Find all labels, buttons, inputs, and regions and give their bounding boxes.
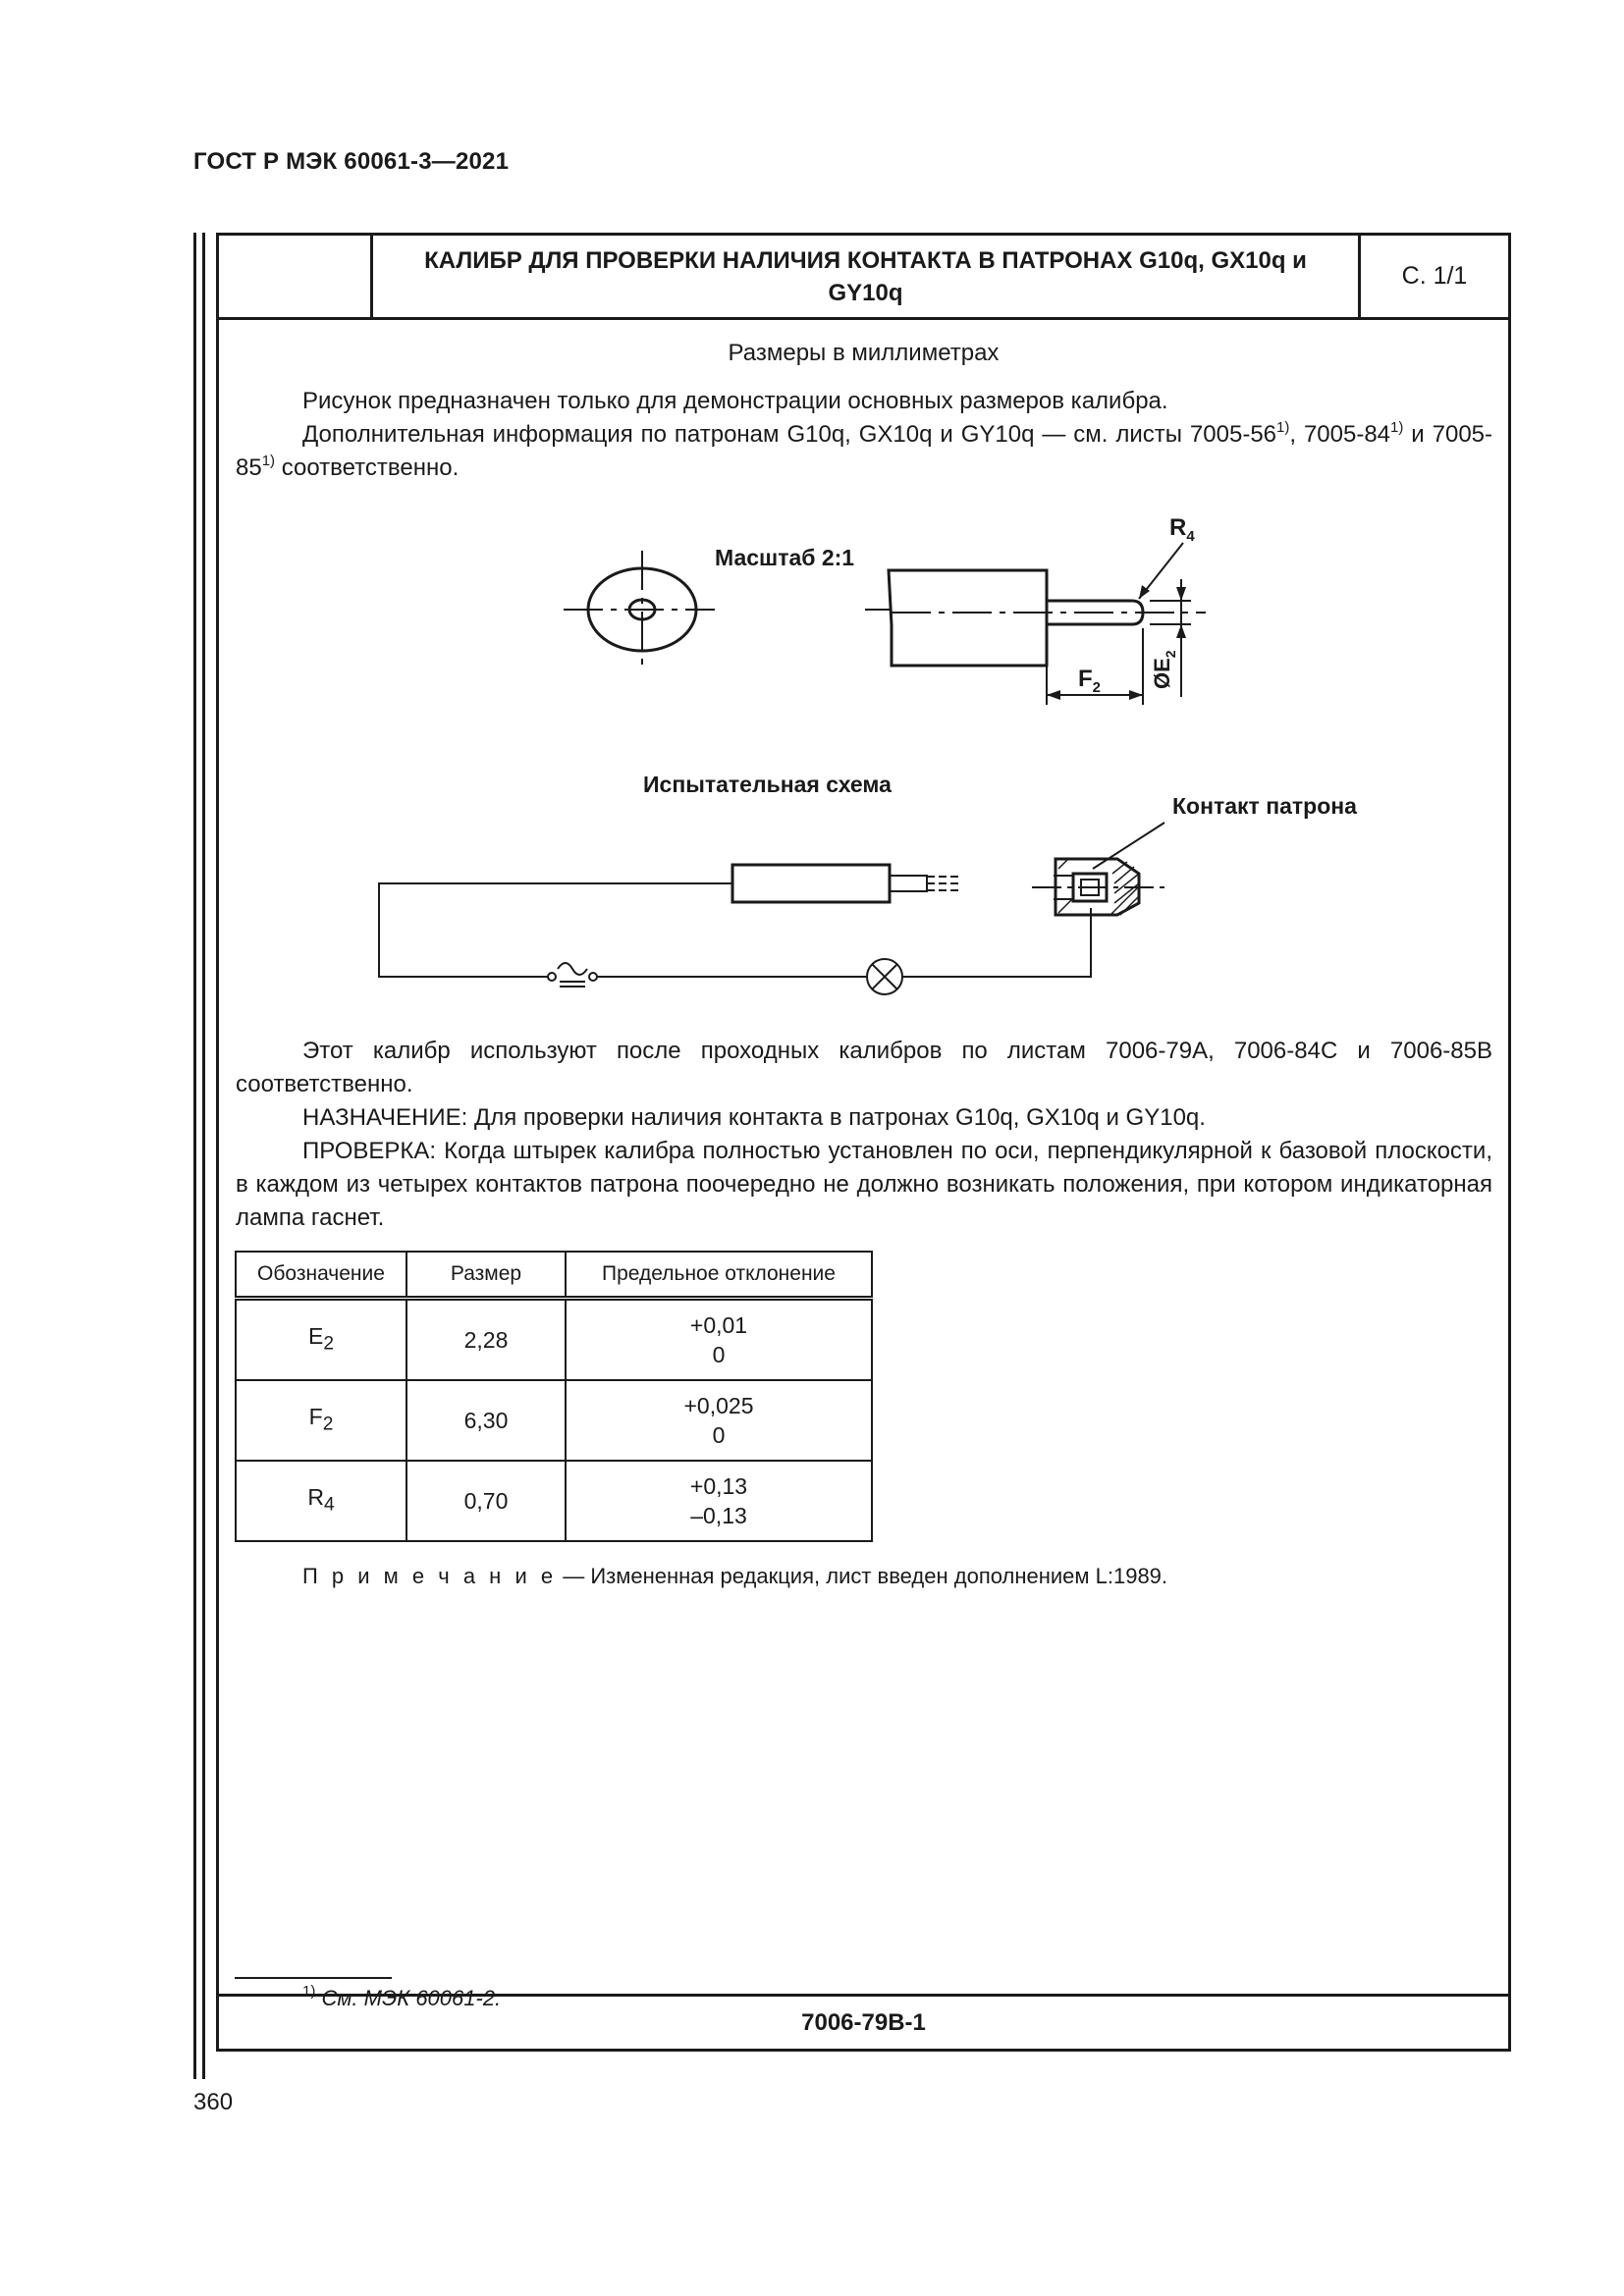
footnote-ref: 1) bbox=[261, 453, 276, 469]
dimensions-table bbox=[235, 1251, 873, 1542]
intro-paragraph: Рисунок предназначен только для демонстрации основных размеров калибра. Дополнительная информация по патронам G10q, GX10q и GY10q — см. листы 7005-56$^{1)}$, 7005-84$^{1)}$ и 7005-85$^{1)}$ соответственно. bbox=[236, 388, 1493, 481]
table-row bbox=[236, 1461, 872, 1541]
size-cell: 6,30 bbox=[406, 1380, 566, 1461]
body-text bbox=[236, 1035, 1492, 1235]
sheet-page-ref: С. 1/1 bbox=[1401, 262, 1468, 290]
tolerance-cell: +0,01 0 bbox=[566, 1299, 872, 1381]
designation-cell: $R_4$ bbox=[236, 1461, 406, 1541]
footnote: $^{1)}$ См. МЭК 60061-2. bbox=[302, 1983, 502, 2010]
column-header: Размер bbox=[406, 1252, 566, 1299]
body-paragraph-1: Этот калибр используют после проходных калибров по листам 7006-79A, 7006-84C и 7006-85B соответственно. bbox=[236, 1038, 1492, 1097]
tolerance-cell: +0,13 –0,13 bbox=[566, 1461, 872, 1541]
table-header-row bbox=[236, 1252, 872, 1299]
left-margin-rule bbox=[193, 233, 196, 2079]
footnote-rule bbox=[235, 1977, 392, 1979]
test-scheme-label: Испытательная схема bbox=[643, 772, 892, 797]
radius-label: $R_4$ bbox=[1169, 514, 1195, 545]
diameter-label: $ØE_2$ bbox=[1150, 650, 1178, 689]
gauge-drawing bbox=[219, 236, 1508, 1041]
intro-line-1: Рисунок предназначен только для демонстрации основных размеров калибра. bbox=[302, 388, 1168, 414]
gauge-end-view bbox=[564, 551, 715, 668]
sheet-number: 7006-79B-1 bbox=[219, 1994, 1508, 2049]
table-row bbox=[236, 1380, 872, 1461]
sheet-title: КАЛИБР ДЛЯ ПРОВЕРКИ НАЛИЧИЯ КОНТАКТА В ПАТРОНАХ G10q, GX10q и GY10q bbox=[373, 236, 1361, 317]
document-header: ГОСТ Р МЭК 60061-3—2021 bbox=[193, 148, 510, 175]
designation-cell: $E_2$ bbox=[236, 1299, 406, 1381]
tolerance-cell: +0,025 0 bbox=[566, 1380, 872, 1461]
left-margin-rule bbox=[202, 233, 205, 2079]
units-note: Размеры в миллиметрах bbox=[728, 340, 1000, 366]
page-number: 360 bbox=[193, 2089, 234, 2115]
contact-label: Контакт патрона bbox=[1172, 793, 1357, 819]
size-cell: 0,70 bbox=[406, 1461, 566, 1541]
footnote-ref: 1) bbox=[1390, 419, 1404, 436]
designation-cell: $F_2$ bbox=[236, 1380, 406, 1461]
scale-label: Масштаб 2:1 bbox=[715, 545, 855, 570]
table-row bbox=[236, 1299, 872, 1381]
body-paragraph-2: НАЗНАЧЕНИЕ: Для проверки наличия контакта в патронах G10q, GX10q и GY10q. bbox=[302, 1104, 1206, 1131]
footnote-ref: 1) bbox=[1276, 419, 1290, 436]
column-header: Обозначение bbox=[236, 1252, 406, 1299]
length-label: $F_2$ bbox=[1078, 666, 1102, 696]
column-header: Предельное отклонение bbox=[566, 1252, 872, 1299]
test-circuit bbox=[379, 865, 1091, 994]
body-paragraph-3: ПРОВЕРКА: Когда штырек калибра полностью установлен по оси, перпендикулярной к базовой плоскости, в каждом из четырех контактов патрона поочередно не должно возникать положения, при котором индикаторная лампа гаснет. bbox=[236, 1138, 1492, 1231]
sheet-frame bbox=[216, 233, 1511, 2052]
note: П р и м е ч а н и е — Измененная редакция, лист введен дополнением L:1989. bbox=[302, 1564, 1168, 1588]
lampholder-contact bbox=[1032, 823, 1169, 915]
size-cell: 2,28 bbox=[406, 1299, 566, 1381]
